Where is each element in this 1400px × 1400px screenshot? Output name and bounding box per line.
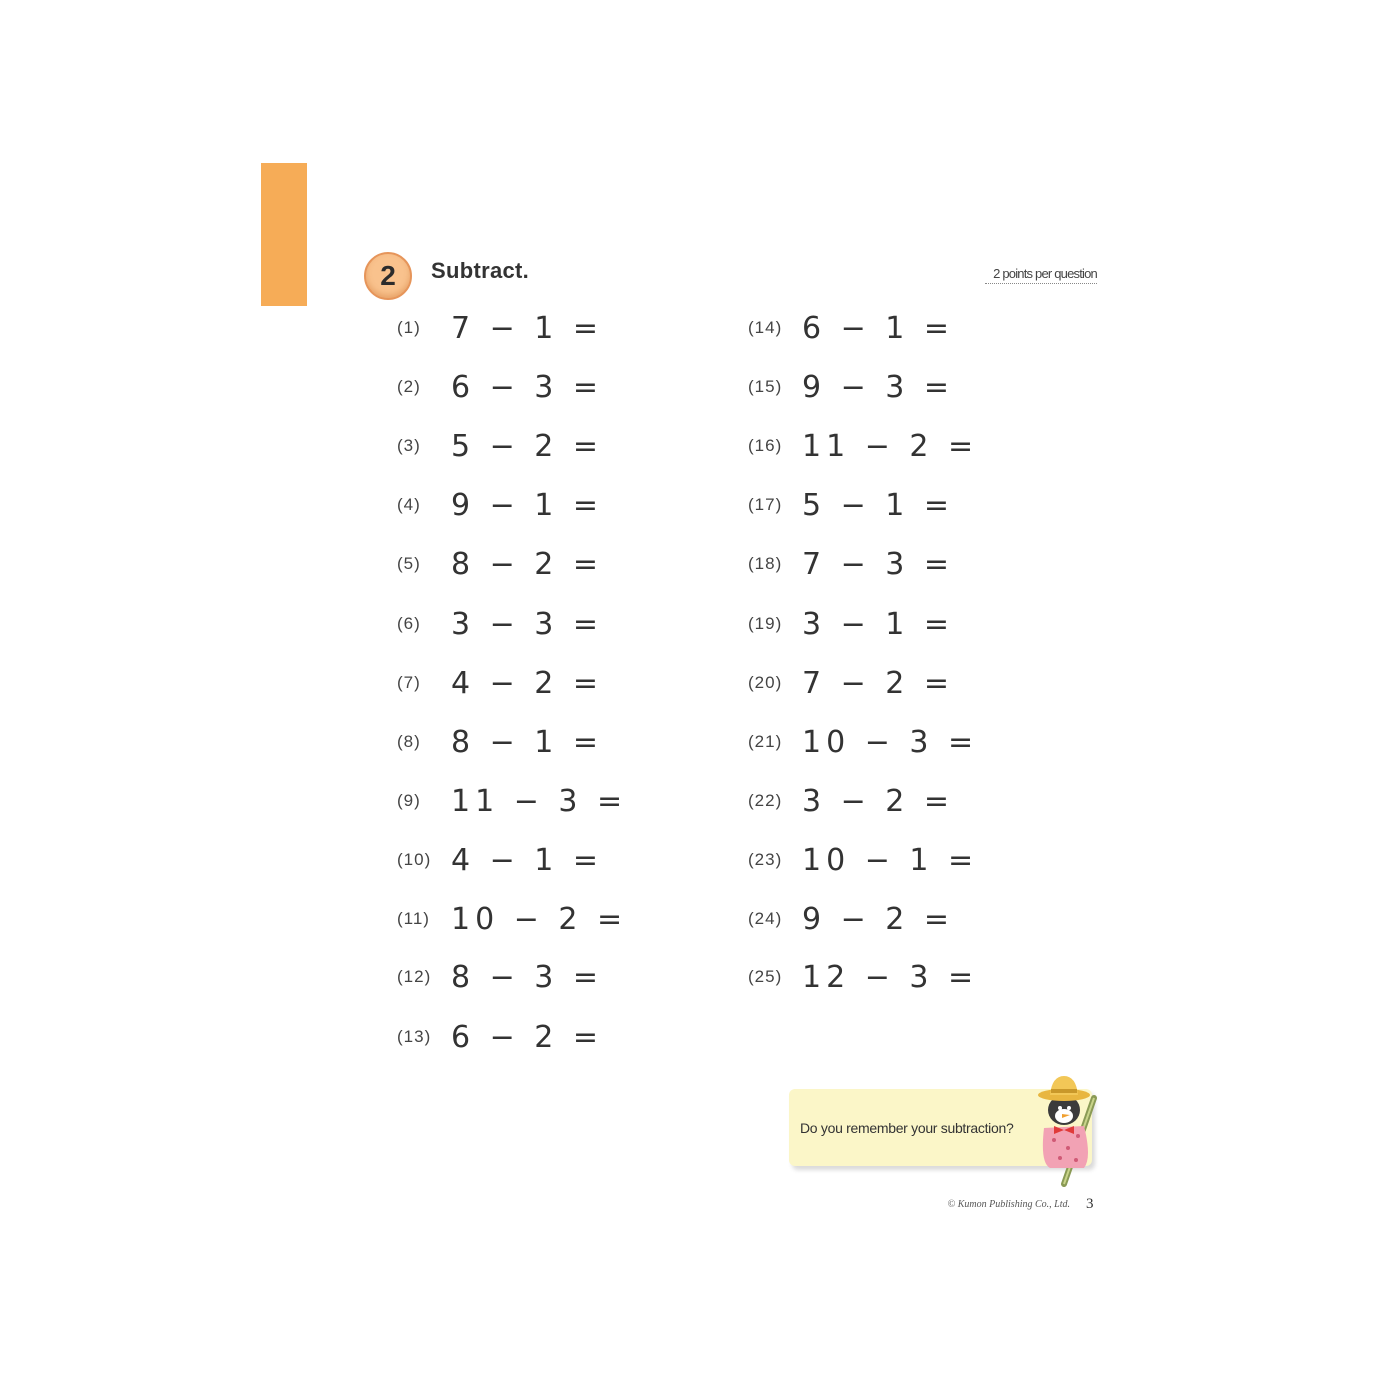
problem-item [397,367,603,407]
problem-expression: 4 − 1 = [451,842,604,878]
problem-number: (3) [397,436,421,455]
problem-item [748,367,954,407]
problem-item [748,308,954,348]
problem-number: (7) [397,673,421,692]
problem-expression: 5 − 2 = [451,428,604,464]
problem-number: (12) [397,967,432,986]
problem-item [397,485,603,525]
section-title: Subtract. [431,258,530,283]
problem-number: (20) [748,673,783,692]
problem-expression: 9 − 3 = [802,369,955,405]
problem-number: (10) [397,850,432,869]
problem-item [748,840,978,880]
problem-number: (5) [397,554,421,573]
problem-item [397,840,603,880]
problem-item [397,899,627,939]
problem-item [748,957,978,997]
problem-expression: 6 − 1 = [802,310,955,346]
problem-item [748,544,954,584]
problem-number: (25) [748,967,783,986]
problem-number: (23) [748,850,783,869]
problem-number: (13) [397,1027,432,1046]
problem-item [397,722,603,762]
problem-number: (1) [397,318,421,337]
problem-expression: 3 − 3 = [451,606,604,642]
problem-expression: 9 − 1 = [451,487,604,523]
copyright-text: © Kumon Publishing Co., Ltd. [947,1199,1070,1210]
problem-item [748,604,954,644]
problem-number: (15) [748,377,783,396]
problem-item [748,663,954,703]
problem-expression: 12 − 3 = [802,959,979,995]
problem-expression: 8 − 2 = [451,546,604,582]
problem-expression: 11 − 3 = [451,783,628,819]
problem-number: (18) [748,554,783,573]
section-color-tab [261,163,307,306]
problem-number: (22) [748,791,783,810]
problem-item [397,781,627,821]
problem-expression: 3 − 1 = [802,606,955,642]
problem-item [748,899,954,939]
problem-expression: 7 − 3 = [802,546,955,582]
points-note: 2 points per question [985,266,1097,284]
penguin-mascot-icon [1022,1068,1102,1188]
problem-number: (21) [748,732,783,751]
problem-number: (19) [748,614,783,633]
problem-expression: 6 − 3 = [451,369,604,405]
problem-expression: 3 − 2 = [802,783,955,819]
problem-item [397,663,603,703]
problem-expression: 6 − 2 = [451,1019,604,1055]
problem-item [748,781,954,821]
problem-number: (2) [397,377,421,396]
problem-number: (17) [748,495,783,514]
problem-expression: 9 − 2 = [802,901,955,937]
problem-item [397,308,603,348]
problem-number: (24) [748,909,783,928]
problem-item [397,604,603,644]
problem-expression: 8 − 3 = [451,959,604,995]
problem-expression: 4 − 2 = [451,665,604,701]
problem-expression: 8 − 1 = [451,724,604,760]
problem-expression: 11 − 2 = [802,428,979,464]
problem-item [397,426,603,466]
problem-expression: 10 − 2 = [451,901,628,937]
page-number: 3 [1086,1196,1094,1212]
problem-expression: 5 − 1 = [802,487,955,523]
section-number-badge: 2 [364,252,412,300]
problem-number: (16) [748,436,783,455]
problem-number: (14) [748,318,783,337]
problem-item [397,544,603,584]
problem-expression: 7 − 1 = [451,310,604,346]
problem-number: (8) [397,732,421,751]
problem-number: (6) [397,614,421,633]
problem-item [748,426,978,466]
problem-expression: 10 − 1 = [802,842,979,878]
problem-item [748,485,954,525]
problem-item [397,957,603,997]
problem-item [397,1017,603,1057]
problem-number: (4) [397,495,421,514]
problem-expression: 7 − 2 = [802,665,955,701]
problem-number: (11) [397,909,430,928]
problem-expression: 10 − 3 = [802,724,979,760]
problem-number: (9) [397,791,421,810]
problem-item [748,722,978,762]
hint-note-text: Do you remember your subtraction? [800,1120,1014,1136]
